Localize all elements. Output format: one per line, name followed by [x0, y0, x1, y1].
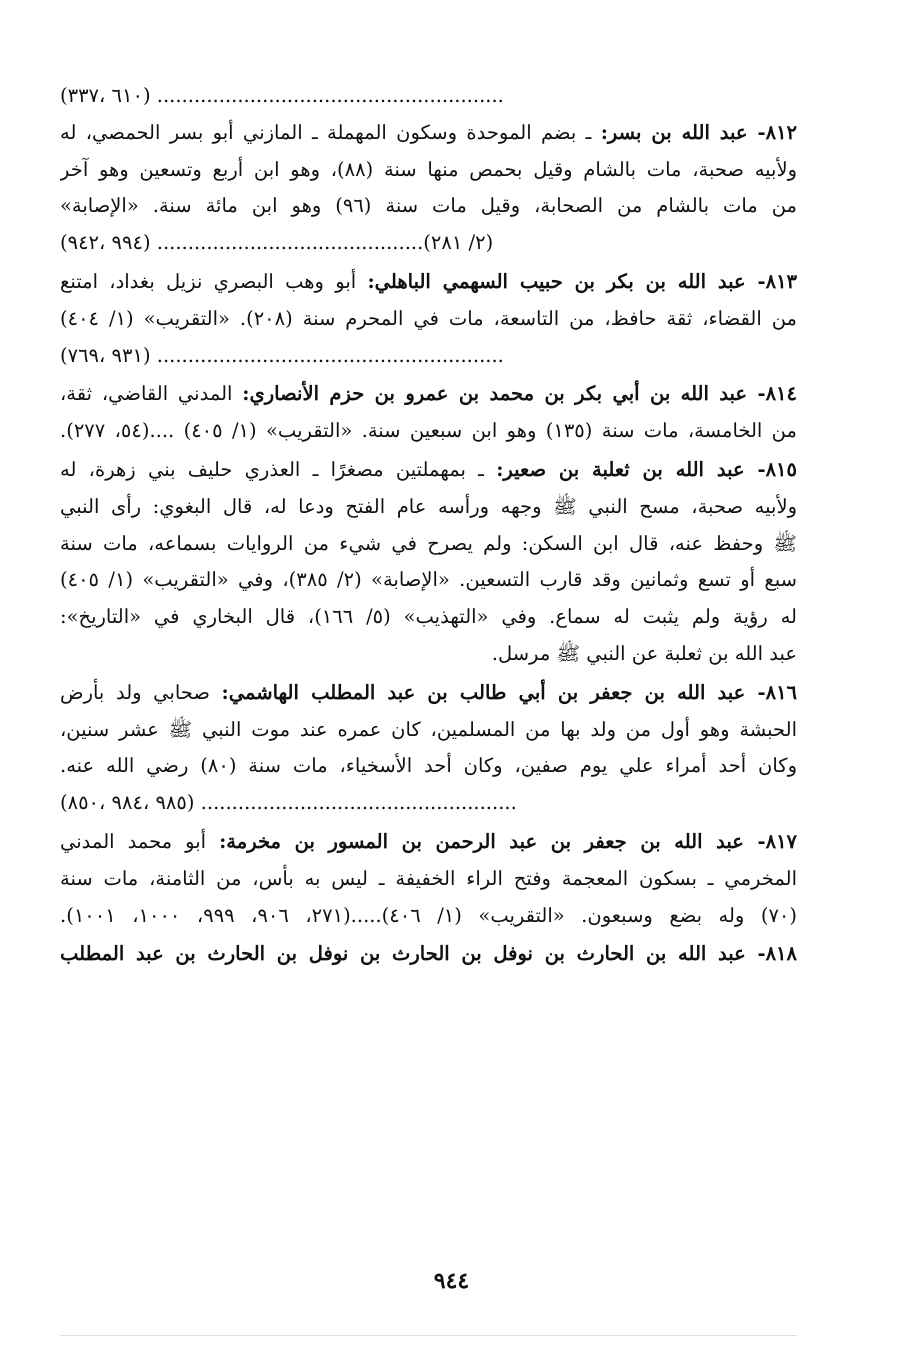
entry-text: ﷺ وحفظ عنه، قال ابن السكن: ولم يصرح في شيء من الروايات بسماعه، مات سنة — [60, 531, 797, 555]
entry-text: من الخامسة، مات سنة (١٣٥) وهو ابن سبعين سنة. «التقريب» (١/ ٤٠٥) ....(٥٤، ٢٧٧). — [60, 419, 797, 443]
entry-text: المخرمي ـ بسكون المعجمة وفتح الراء الخفيفة ـ ليس به بأس، من الثامنة، مات سنة — [60, 866, 797, 890]
reference-line: (٩٨٥ ،٩٨٤ ،٨٥٠) ................................................... — [60, 791, 517, 815]
entry-text: الحبشة وهو أول من ولد بها من المسلمين، كان عمره عند موت النبي ﷺ عشر سنين، — [60, 717, 797, 741]
entry-text: ـ بمهملتين مصغرًا ـ العذري حليف بني زهرة، له — [60, 457, 484, 481]
entry-text: له رؤية ولم يثبت له سماع. وفي «التهذيب» (٥/ ١٦٦)، قال البخاري في «التاريخ»: — [60, 605, 797, 629]
entry-text: وكان أحد أمراء علي يوم صفين، وكان أحد الأسخياء، مات سنة (٨٠) رضي الله عنه. — [60, 754, 797, 778]
entry-text: من مات بالشام من الصحابة، وقيل مات سنة (٩٦) وهو ابن مائة سنة. «الإصابة» — [60, 194, 797, 218]
entry-text: ولأبيه صحبة، مات بالشام وقيل بحمص منها سنة (٨٨)، وهو ابن أربع وتسعين وهو آخر — [60, 157, 797, 181]
entry-text: سبع أو تسع وثمانين وقد قارب التسعين. «الإصابة» (٢/ ٣٨٥)، وفي «التقريب» (١/ ٤٠٥) — [60, 568, 797, 592]
entry-814 — [60, 376, 797, 450]
entry-text: أبو محمد المدني — [60, 829, 207, 853]
entry-heading: ٨١٢- عبد الله بن بسر: — [600, 120, 797, 144]
entry-817 — [60, 824, 797, 934]
bottom-divider — [60, 1335, 797, 1336]
entry-text: صحابي ولد بأرض — [60, 680, 210, 704]
reference-line: (٩٩٤ ،٩٤٢) ...........................................(٢/ ٢٨١) — [60, 231, 494, 255]
entry-text: ولأبيه صحبة، مسح النبي ﷺ وجهه ورأسه عام الفتح ودعا له، قال البغوي: رأى النبي — [60, 494, 797, 518]
entry-text: من القضاء، ثقة حافظ، من التاسعة، مات في المحرم سنة (٢٠٨). «التقريب» (١/ ٤٠٤) — [60, 306, 797, 330]
entry-heading: ٨١٣- عبد الله بن بكر بن حبيب السهمي الباهلي: — [367, 269, 797, 293]
entry-text: (٧٠) وله بضع وسبعون. «التقريب» (١/ ٤٠٦).....(٢٧١، ٩٠٦، ٩٩٩، ١٠٠٠، ١٠٠١). — [60, 903, 797, 927]
entry-818 — [60, 936, 797, 973]
page-body — [60, 78, 797, 975]
entry-815 — [60, 452, 797, 673]
entry-heading: ٨١٥- عبد الله بن ثعلبة بن صعير: — [496, 457, 797, 481]
entry-816 — [60, 675, 797, 822]
continuation-reference-line: (٦١٠ ،٣٣٧) ........................................................ — [60, 84, 504, 107]
entry-813 — [60, 264, 797, 374]
entry-text: أبو وهب البصري نزيل بغداد، امتنع — [60, 269, 357, 293]
reference-line: (٩٣١ ،٧٦٩) ........................................................ — [60, 343, 504, 367]
entry-812: ٨١٢- عبد الله بن بسر: ـ بضم الموحدة وسكون المهملة ـ المازني أبو بسر الحمصي، له ولأبيه صحبة، مات بالشام وقيل بحمص منها سنة (٨٨)، وهو ابن أربع وتسعين وهو آخر من مات بالشام من الصحابة، وقيل مات سنة (٩٦) وهو ابن مائة سنة. «الإصابة» (٩٩٤ ،٩٤٢) ...........................................(٢/ ٢٨١) — [60, 115, 797, 262]
entry-heading: ٨١٧- عبد الله بن جعفر بن عبد الرحمن بن المسور بن مخرمة: — [219, 829, 797, 853]
entry-heading: ٨١٦- عبد الله بن جعفر بن أبي طالب بن عبد المطلب الهاشمي: — [221, 680, 797, 704]
entry-heading: ٨١٤- عبد الله بن أبي بكر بن محمد بن عمرو بن حزم الأنصاري: — [242, 382, 797, 406]
entry-text: المدني القاضي، ثقة، — [60, 382, 233, 406]
entry-text: عبد الله بن ثعلبة عن النبي ﷺ مرسل. — [491, 641, 797, 665]
entry-heading: ٨١٨- عبد الله بن الحارث بن نوفل بن الحارث بن نوفل بن الحارث بن عبد المطلب — [60, 942, 797, 966]
page-number: ٩٤٤ — [433, 1268, 470, 1294]
entry-text: بضم الموحدة وسكون المهملة ـ المازني أبو بسر الحمصي، له — [60, 120, 577, 144]
